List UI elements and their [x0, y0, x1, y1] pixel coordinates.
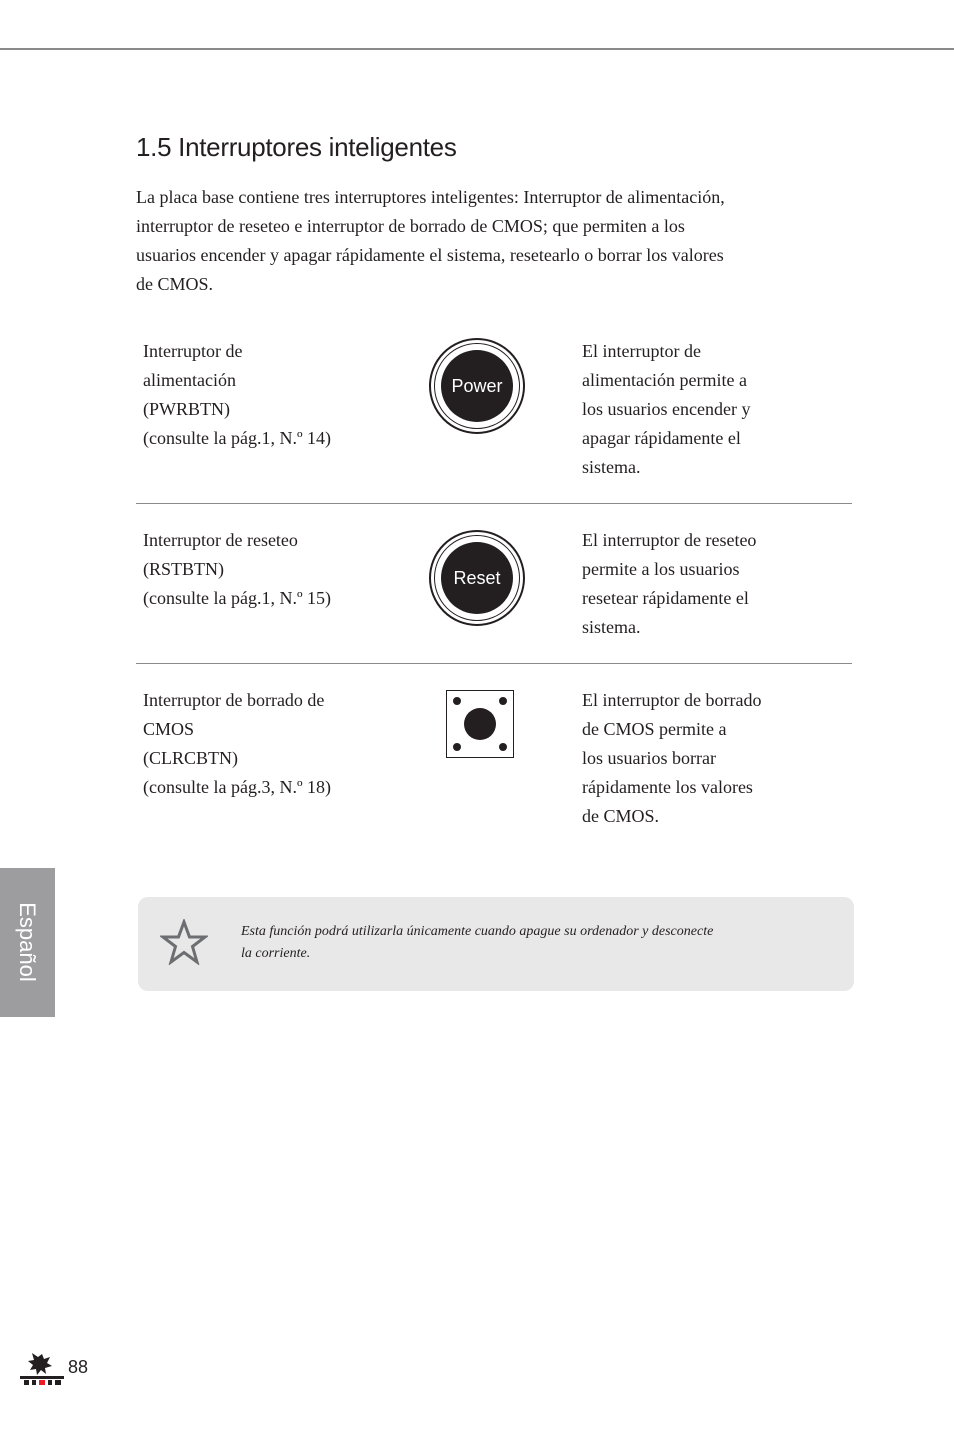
star-icon	[160, 919, 208, 965]
language-tab-label: Español	[15, 902, 40, 982]
note-line: la corriente.	[241, 946, 311, 961]
power-button-icon	[429, 338, 525, 434]
switch-name-line: (consulte la pág.3, N.º 18)	[143, 777, 332, 797]
switch-description-line: apagar rápidamente el	[582, 428, 741, 448]
language-tab	[0, 868, 55, 1017]
switch-row-reset	[136, 526, 852, 664]
pin-dot	[453, 697, 461, 705]
switch-row-power	[136, 337, 852, 504]
switch-name-line: Interruptor de borrado de	[143, 690, 325, 710]
switch-description-line: El interruptor de reseteo	[582, 530, 757, 550]
intro-line: de CMOS.	[136, 274, 214, 294]
switch-description-line: alimentación permite a	[582, 370, 747, 390]
power-button-label: Power	[441, 350, 513, 422]
brand-logo-icon	[18, 1350, 66, 1386]
top-rule	[0, 48, 954, 50]
switch-description	[582, 337, 812, 482]
switch-row-clear-cmos	[136, 686, 852, 836]
switch-name-line: (consulte la pág.1, N.º 15)	[143, 588, 332, 608]
switch-description	[582, 686, 812, 831]
switch-name-line: Interruptor de reseteo	[143, 530, 298, 550]
switch-name-line: (consulte la pág.1, N.º 14)	[143, 428, 332, 448]
switch-description-line: de CMOS permite a	[582, 719, 727, 739]
pin-dot	[499, 697, 507, 705]
note-line: Esta función podrá utilizarla únicamente cuando apague su ordenador y desconecte	[241, 924, 714, 939]
switch-name-line: (PWRBTN)	[143, 399, 230, 419]
switch-description-line: los usuarios borrar	[582, 748, 716, 768]
section-title: 1.5 Interruptores inteligentes	[136, 132, 457, 162]
switch-name	[143, 526, 403, 613]
note-text	[241, 921, 786, 965]
switch-description-line: sistema.	[582, 617, 641, 637]
switch-description-line: de CMOS.	[582, 806, 660, 826]
switch-name-line: (CLRCBTN)	[143, 748, 239, 768]
switch-description-line: resetear rápidamente el	[582, 588, 749, 608]
switch-name-line: alimentación	[143, 370, 236, 390]
intro-line: La placa base contiene tres interruptores inteligentes: Interruptor de alimentación,	[136, 187, 725, 207]
switch-description-line: rápidamente los valores	[582, 777, 753, 797]
pin-dot	[499, 743, 507, 751]
switch-name	[143, 686, 403, 802]
intro-line: usuarios encender y apagar rápidamente el sistema, resetearlo o borrar los valores	[136, 245, 724, 265]
switch-name-line: CMOS	[143, 719, 195, 739]
pin-dot	[453, 743, 461, 751]
page-number: 88	[68, 1357, 89, 1377]
switch-description	[582, 526, 812, 642]
switch-description-line: sistema.	[582, 457, 641, 477]
switch-description-line: permite a los usuarios	[582, 559, 740, 579]
switch-name-line: (RSTBTN)	[143, 559, 224, 579]
switch-description-line: El interruptor de	[582, 341, 701, 361]
switch-name-line: Interruptor de	[143, 341, 243, 361]
switch-name	[143, 337, 403, 453]
clear-cmos-switch-icon	[446, 690, 514, 758]
switch-description-line: El interruptor de borrado	[582, 690, 762, 710]
reset-button-label: Reset	[441, 542, 513, 614]
switch-plunger	[464, 708, 496, 740]
intro-paragraph	[136, 183, 796, 299]
reset-button-icon	[429, 530, 525, 626]
note-box	[138, 897, 854, 991]
intro-line: interruptor de reseteo e interruptor de borrado de CMOS; que permiten a los	[136, 216, 685, 236]
switch-description-line: los usuarios encender y	[582, 399, 751, 419]
